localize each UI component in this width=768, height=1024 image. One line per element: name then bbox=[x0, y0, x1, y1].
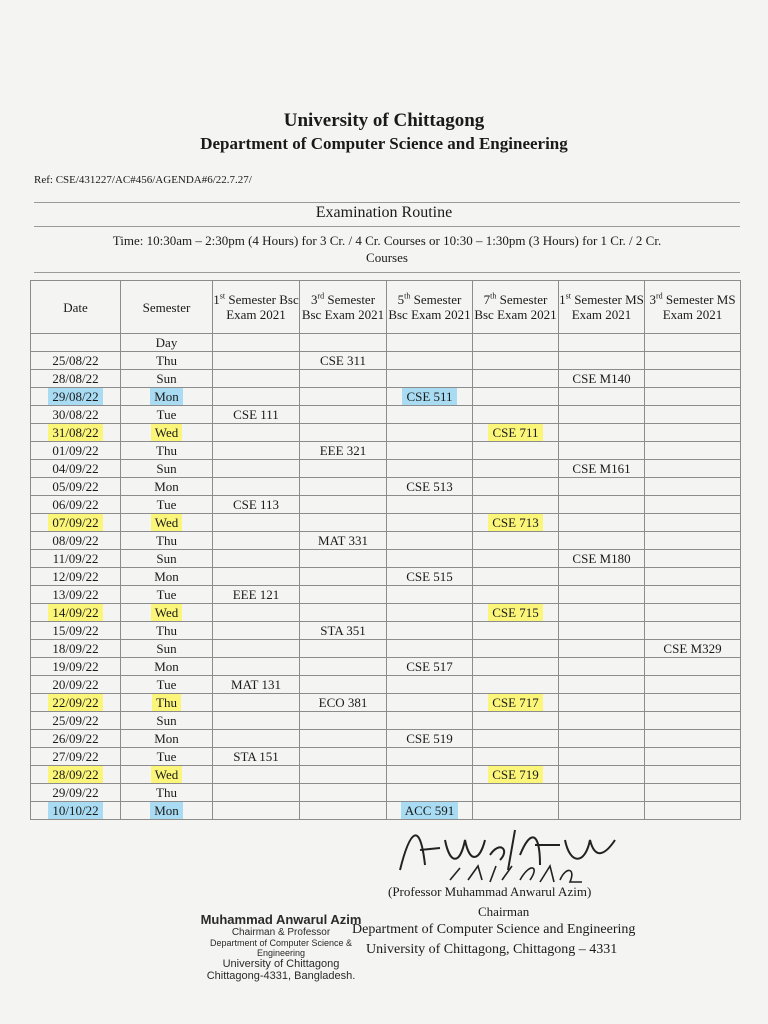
day-cell: Thu bbox=[121, 694, 213, 712]
table-row bbox=[31, 406, 741, 424]
table-row bbox=[31, 514, 741, 532]
sem1-bsc-cell bbox=[213, 478, 300, 496]
sem3-bsc-cell bbox=[300, 730, 387, 748]
sem5-bsc-cell bbox=[387, 406, 473, 424]
sem1-ms-cell bbox=[559, 424, 645, 442]
sem3-bsc-cell: ECO 381 bbox=[300, 694, 387, 712]
day-cell: Wed bbox=[121, 514, 213, 532]
date-cell: 04/09/22 bbox=[31, 460, 121, 478]
sem1-bsc-cell bbox=[213, 766, 300, 784]
sem3-bsc-cell bbox=[300, 784, 387, 802]
sem3-ms-cell bbox=[645, 604, 741, 622]
table-row bbox=[31, 604, 741, 622]
table-row bbox=[31, 784, 741, 802]
sem5-bsc-cell bbox=[387, 784, 473, 802]
date-cell: 08/09/22 bbox=[31, 532, 121, 550]
stamp-name: Muhammad Anwarul Azim bbox=[200, 912, 362, 927]
table-row bbox=[31, 712, 741, 730]
table-row bbox=[31, 658, 741, 676]
sem7-bsc-cell bbox=[473, 730, 559, 748]
sem3-ms-cell bbox=[645, 802, 741, 820]
column-header: 1st Semester MS Exam 2021 bbox=[559, 281, 645, 334]
signatory-title: Chairman bbox=[478, 904, 530, 919]
sem3-bsc-cell bbox=[300, 424, 387, 442]
table-row bbox=[31, 676, 741, 694]
sem3-ms-cell bbox=[645, 784, 741, 802]
date-cell: 12/09/22 bbox=[31, 568, 121, 586]
sem7-bsc-cell bbox=[473, 442, 559, 460]
table-row bbox=[31, 568, 741, 586]
date-cell: 26/09/22 bbox=[31, 730, 121, 748]
sem3-ms-cell bbox=[645, 658, 741, 676]
day-cell: Tue bbox=[121, 748, 213, 766]
sem1-ms-cell bbox=[559, 478, 645, 496]
sem1-bsc-cell bbox=[213, 352, 300, 370]
sem5-bsc-cell: ACC 591 bbox=[387, 802, 473, 820]
day-cell: Thu bbox=[121, 352, 213, 370]
sem5-bsc-cell bbox=[387, 622, 473, 640]
sem3-ms-cell bbox=[645, 676, 741, 694]
sem1-bsc-cell: MAT 131 bbox=[213, 676, 300, 694]
sem7-bsc-cell: CSE 715 bbox=[473, 604, 559, 622]
sem3-ms-cell bbox=[645, 586, 741, 604]
sem5-bsc-cell: CSE 517 bbox=[387, 658, 473, 676]
sem3-bsc-cell bbox=[300, 370, 387, 388]
sem7-bsc-cell: CSE 713 bbox=[473, 514, 559, 532]
sem3-ms-cell bbox=[645, 424, 741, 442]
sem3-bsc-cell bbox=[300, 406, 387, 424]
day-cell: Mon bbox=[121, 730, 213, 748]
date-cell: 06/09/22 bbox=[31, 496, 121, 514]
date-cell: 25/09/22 bbox=[31, 712, 121, 730]
table-row bbox=[31, 478, 741, 496]
sem3-bsc-cell bbox=[300, 604, 387, 622]
sem7-bsc-cell bbox=[473, 460, 559, 478]
sem1-bsc-cell: STA 151 bbox=[213, 748, 300, 766]
day-cell: Mon bbox=[121, 388, 213, 406]
sem3-bsc-cell bbox=[300, 748, 387, 766]
date-cell: 13/09/22 bbox=[31, 586, 121, 604]
column-header: 3rd Semester Bsc Exam 2021 bbox=[300, 281, 387, 334]
sem5-bsc-cell bbox=[387, 496, 473, 514]
column-header: Semester bbox=[121, 281, 213, 334]
sem5-bsc-cell bbox=[387, 442, 473, 460]
sem1-ms-cell bbox=[559, 640, 645, 658]
sem1-bsc-cell bbox=[213, 442, 300, 460]
sem1-bsc-cell bbox=[213, 640, 300, 658]
column-header: 5th Semester Bsc Exam 2021 bbox=[387, 281, 473, 334]
sem1-ms-cell bbox=[559, 748, 645, 766]
sem1-bsc-cell: CSE 111 bbox=[213, 406, 300, 424]
day-label-date-cell bbox=[31, 334, 121, 352]
sem3-ms-cell: CSE M329 bbox=[645, 640, 741, 658]
sem1-bsc-cell bbox=[213, 460, 300, 478]
sem5-bsc-cell bbox=[387, 640, 473, 658]
day-cell: Sun bbox=[121, 712, 213, 730]
sem3-ms-cell bbox=[645, 496, 741, 514]
official-stamp bbox=[186, 912, 376, 982]
sem3-ms-cell bbox=[645, 352, 741, 370]
table-row bbox=[31, 730, 741, 748]
sem3-ms-cell bbox=[645, 460, 741, 478]
signatory-university: University of Chittagong, Chittagong – 4331 bbox=[366, 942, 618, 957]
date-cell: 29/08/22 bbox=[31, 388, 121, 406]
sem1-ms-cell bbox=[559, 532, 645, 550]
signatory-department: Department of Computer Science and Engineering bbox=[352, 922, 636, 937]
stamp-address: Chittagong-4331, Bangladesh. bbox=[206, 970, 356, 982]
exam-time-line-1: Time: 10:30am – 2:30pm (4 Hours) for 3 Cr. / 4 Cr. Courses or 10:30 – 1:30pm (3 Hours) for 1 Cr. / 2 Cr. bbox=[112, 233, 662, 248]
sem1-bsc-cell bbox=[213, 388, 300, 406]
sem3-bsc-cell bbox=[300, 568, 387, 586]
table-row bbox=[31, 766, 741, 784]
day-cell: Tue bbox=[121, 406, 213, 424]
sem1-ms-cell bbox=[559, 730, 645, 748]
sem7-bsc-cell bbox=[473, 586, 559, 604]
sem7-bsc-cell bbox=[473, 496, 559, 514]
sem7-bsc-cell bbox=[473, 640, 559, 658]
table-row bbox=[31, 532, 741, 550]
sem5-bsc-cell bbox=[387, 424, 473, 442]
table-header-row bbox=[31, 281, 741, 334]
sem5-bsc-cell bbox=[387, 748, 473, 766]
sem3-ms-cell bbox=[645, 370, 741, 388]
sem7-bsc-cell bbox=[473, 550, 559, 568]
table-row bbox=[31, 622, 741, 640]
column-header: Date bbox=[31, 281, 121, 334]
sem3-ms-cell bbox=[645, 766, 741, 784]
sem3-ms-cell bbox=[645, 748, 741, 766]
table-body bbox=[31, 334, 741, 820]
routine-title: Examination Routine bbox=[315, 204, 453, 221]
sem7-bsc-cell bbox=[473, 658, 559, 676]
sem1-bsc-cell bbox=[213, 532, 300, 550]
department-name: Department of Computer Science and Engineering bbox=[200, 134, 568, 153]
date-cell: 28/08/22 bbox=[31, 370, 121, 388]
table-row bbox=[31, 496, 741, 514]
day-label-row bbox=[31, 334, 741, 352]
date-cell: 22/09/22 bbox=[31, 694, 121, 712]
sem7-bsc-cell: CSE 719 bbox=[473, 766, 559, 784]
date-cell: 05/09/22 bbox=[31, 478, 121, 496]
sem5-bsc-cell bbox=[387, 766, 473, 784]
day-cell: Tue bbox=[121, 496, 213, 514]
sem1-bsc-cell bbox=[213, 694, 300, 712]
sem1-bsc-cell: CSE 113 bbox=[213, 496, 300, 514]
sem3-ms-cell bbox=[645, 478, 741, 496]
sem1-ms-cell bbox=[559, 442, 645, 460]
divider-time bbox=[34, 272, 740, 273]
sem7-bsc-cell bbox=[473, 748, 559, 766]
column-header: 1st Semester Bsc Exam 2021 bbox=[213, 281, 300, 334]
sem1-ms-cell: CSE M161 bbox=[559, 460, 645, 478]
day-cell: Sun bbox=[121, 550, 213, 568]
sem7-bsc-cell bbox=[473, 406, 559, 424]
sem3-ms-cell bbox=[645, 406, 741, 424]
table-row bbox=[31, 424, 741, 442]
sem7-bsc-cell bbox=[473, 352, 559, 370]
stamp-department: Department of Computer Science & Engineering bbox=[209, 938, 353, 958]
table-row bbox=[31, 388, 741, 406]
sem7-bsc-cell bbox=[473, 784, 559, 802]
day-cell: Tue bbox=[121, 676, 213, 694]
sem3-bsc-cell bbox=[300, 514, 387, 532]
sem1-ms-cell: CSE M180 bbox=[559, 550, 645, 568]
exam-time-line-2: Courses bbox=[366, 250, 408, 265]
day-cell: Thu bbox=[121, 622, 213, 640]
day-cell: Mon bbox=[121, 802, 213, 820]
sem1-bsc-cell bbox=[213, 568, 300, 586]
table-row bbox=[31, 694, 741, 712]
sem7-bsc-cell bbox=[473, 370, 559, 388]
sem5-bsc-cell bbox=[387, 604, 473, 622]
sem3-ms-cell bbox=[645, 568, 741, 586]
table-row bbox=[31, 748, 741, 766]
date-cell: 10/10/22 bbox=[31, 802, 121, 820]
sem3-bsc-cell bbox=[300, 766, 387, 784]
date-cell: 25/08/22 bbox=[31, 352, 121, 370]
sem5-bsc-cell bbox=[387, 370, 473, 388]
sem1-ms-cell: CSE M140 bbox=[559, 370, 645, 388]
sem5-bsc-cell bbox=[387, 460, 473, 478]
table-row bbox=[31, 640, 741, 658]
sem7-bsc-cell bbox=[473, 622, 559, 640]
sem3-ms-cell bbox=[645, 712, 741, 730]
day-cell: Sun bbox=[121, 370, 213, 388]
divider-title bbox=[34, 226, 740, 227]
day-cell: Mon bbox=[121, 568, 213, 586]
day-cell: Tue bbox=[121, 586, 213, 604]
stamp-title: Chairman & Professor bbox=[231, 927, 331, 938]
sem3-bsc-cell bbox=[300, 550, 387, 568]
sem7-bsc-cell bbox=[473, 478, 559, 496]
date-cell: 30/08/22 bbox=[31, 406, 121, 424]
table-row bbox=[31, 352, 741, 370]
sem1-bsc-cell bbox=[213, 424, 300, 442]
date-cell: 19/09/22 bbox=[31, 658, 121, 676]
sem3-bsc-cell bbox=[300, 802, 387, 820]
day-cell: Wed bbox=[121, 766, 213, 784]
sem5-bsc-cell: CSE 513 bbox=[387, 478, 473, 496]
sem1-bsc-cell bbox=[213, 730, 300, 748]
sem7-bsc-cell bbox=[473, 676, 559, 694]
table-row bbox=[31, 586, 741, 604]
reference-number: Ref: CSE/431227/AC#456/AGENDA#6/22.7.27/ bbox=[34, 174, 252, 186]
day-cell: Mon bbox=[121, 658, 213, 676]
sem1-bsc-cell bbox=[213, 622, 300, 640]
sem7-bsc-cell bbox=[473, 568, 559, 586]
sem1-ms-cell bbox=[559, 712, 645, 730]
column-header: 3rd Semester MS Exam 2021 bbox=[645, 281, 741, 334]
sem3-bsc-cell bbox=[300, 496, 387, 514]
day-cell: Thu bbox=[121, 784, 213, 802]
sem3-ms-cell bbox=[645, 730, 741, 748]
sem5-bsc-cell bbox=[387, 676, 473, 694]
sem5-bsc-cell: CSE 519 bbox=[387, 730, 473, 748]
sem5-bsc-cell bbox=[387, 712, 473, 730]
sem3-ms-cell bbox=[645, 694, 741, 712]
day-cell: Mon bbox=[121, 478, 213, 496]
sem3-bsc-cell bbox=[300, 388, 387, 406]
divider-top bbox=[34, 202, 740, 203]
sem1-bsc-cell bbox=[213, 604, 300, 622]
sem1-ms-cell bbox=[559, 388, 645, 406]
table-row bbox=[31, 802, 741, 820]
date-cell: 31/08/22 bbox=[31, 424, 121, 442]
university-name: University of Chittagong bbox=[283, 110, 485, 131]
column-header: 7th Semester Bsc Exam 2021 bbox=[473, 281, 559, 334]
date-cell: 07/09/22 bbox=[31, 514, 121, 532]
date-cell: 28/09/22 bbox=[31, 766, 121, 784]
sem1-bsc-cell bbox=[213, 514, 300, 532]
date-cell: 01/09/22 bbox=[31, 442, 121, 460]
sem5-bsc-cell bbox=[387, 514, 473, 532]
sem7-bsc-cell: CSE 717 bbox=[473, 694, 559, 712]
exam-routine-table bbox=[30, 280, 741, 820]
sem3-bsc-cell bbox=[300, 586, 387, 604]
day-cell: Sun bbox=[121, 640, 213, 658]
sem1-ms-cell bbox=[559, 586, 645, 604]
sem7-bsc-cell bbox=[473, 388, 559, 406]
sem3-bsc-cell: MAT 331 bbox=[300, 532, 387, 550]
sem1-bsc-cell bbox=[213, 658, 300, 676]
day-cell: Wed bbox=[121, 424, 213, 442]
date-cell: 15/09/22 bbox=[31, 622, 121, 640]
sem7-bsc-cell bbox=[473, 712, 559, 730]
sem3-ms-cell bbox=[645, 622, 741, 640]
sem1-ms-cell bbox=[559, 514, 645, 532]
sem5-bsc-cell: CSE 511 bbox=[387, 388, 473, 406]
sem7-bsc-cell: CSE 711 bbox=[473, 424, 559, 442]
day-cell: Thu bbox=[121, 532, 213, 550]
handwritten-signature bbox=[390, 810, 630, 890]
sem3-ms-cell bbox=[645, 442, 741, 460]
sem3-bsc-cell bbox=[300, 460, 387, 478]
day-cell: Sun bbox=[121, 460, 213, 478]
date-cell: 14/09/22 bbox=[31, 604, 121, 622]
sem5-bsc-cell bbox=[387, 586, 473, 604]
sem1-bsc-cell bbox=[213, 802, 300, 820]
table-row bbox=[31, 442, 741, 460]
sem3-ms-cell bbox=[645, 388, 741, 406]
date-cell: 27/09/22 bbox=[31, 748, 121, 766]
sem1-ms-cell bbox=[559, 784, 645, 802]
sem3-bsc-cell bbox=[300, 640, 387, 658]
sem3-ms-cell bbox=[645, 514, 741, 532]
sem1-bsc-cell bbox=[213, 370, 300, 388]
sem3-bsc-cell bbox=[300, 658, 387, 676]
day-cell: Thu bbox=[121, 442, 213, 460]
sem1-ms-cell bbox=[559, 658, 645, 676]
day-cell: Wed bbox=[121, 604, 213, 622]
sem3-bsc-cell: STA 351 bbox=[300, 622, 387, 640]
sem1-ms-cell bbox=[559, 694, 645, 712]
date-cell: 18/09/22 bbox=[31, 640, 121, 658]
sem3-bsc-cell bbox=[300, 712, 387, 730]
table-row bbox=[31, 550, 741, 568]
sem1-ms-cell bbox=[559, 568, 645, 586]
sem1-ms-cell bbox=[559, 676, 645, 694]
sem1-ms-cell bbox=[559, 604, 645, 622]
date-cell: 11/09/22 bbox=[31, 550, 121, 568]
sem5-bsc-cell bbox=[387, 532, 473, 550]
date-cell: 20/09/22 bbox=[31, 676, 121, 694]
exam-time-note bbox=[34, 232, 740, 266]
table-row bbox=[31, 460, 741, 478]
sem1-bsc-cell bbox=[213, 550, 300, 568]
day-label-cell: Day bbox=[121, 334, 213, 352]
sem5-bsc-cell bbox=[387, 352, 473, 370]
signatory-name: (Professor Muhammad Anwarul Azim) bbox=[388, 884, 592, 899]
sem1-ms-cell bbox=[559, 352, 645, 370]
sem3-bsc-cell bbox=[300, 478, 387, 496]
sem1-ms-cell bbox=[559, 406, 645, 424]
sem3-bsc-cell bbox=[300, 676, 387, 694]
sem7-bsc-cell bbox=[473, 532, 559, 550]
sem5-bsc-cell bbox=[387, 694, 473, 712]
sem1-bsc-cell bbox=[213, 712, 300, 730]
sem3-ms-cell bbox=[645, 550, 741, 568]
sem5-bsc-cell: CSE 515 bbox=[387, 568, 473, 586]
sem1-ms-cell bbox=[559, 622, 645, 640]
date-cell: 29/09/22 bbox=[31, 784, 121, 802]
sem5-bsc-cell bbox=[387, 550, 473, 568]
sem1-bsc-cell: EEE 121 bbox=[213, 586, 300, 604]
sem1-ms-cell bbox=[559, 496, 645, 514]
sem1-bsc-cell bbox=[213, 784, 300, 802]
table-row bbox=[31, 370, 741, 388]
sem3-ms-cell bbox=[645, 532, 741, 550]
sem1-ms-cell bbox=[559, 766, 645, 784]
stamp-university: University of Chittagong bbox=[222, 958, 340, 970]
sem3-bsc-cell: EEE 321 bbox=[300, 442, 387, 460]
sem3-bsc-cell: CSE 311 bbox=[300, 352, 387, 370]
